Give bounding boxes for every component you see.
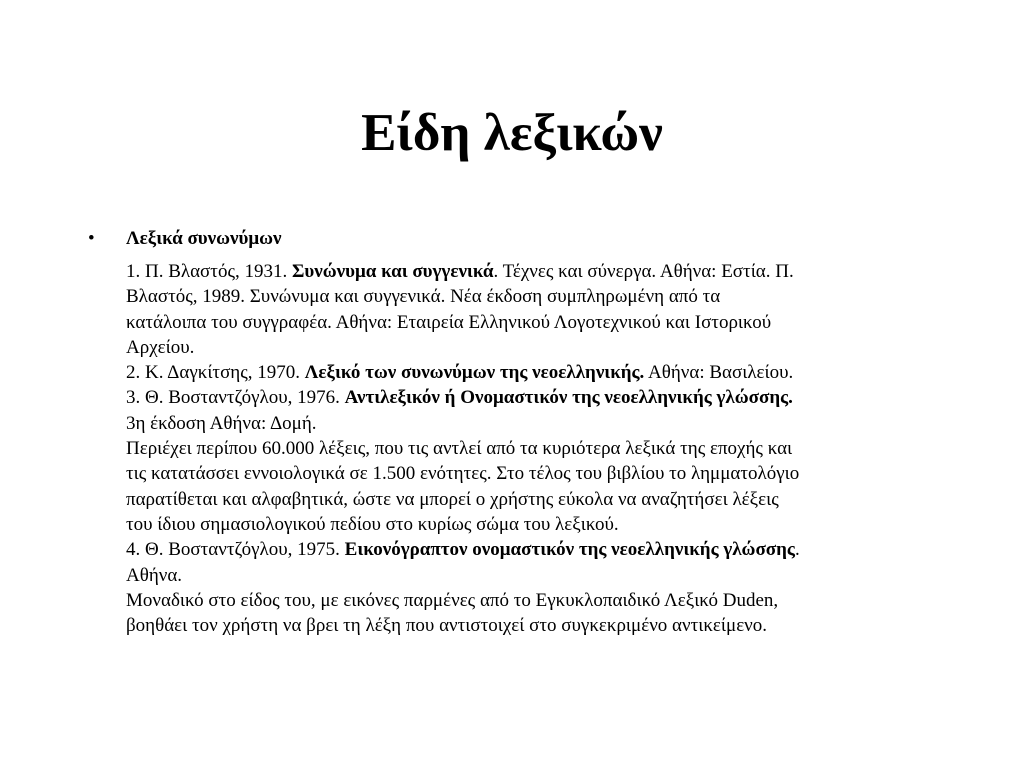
text-line — [126, 512, 946, 537]
text-segment: του ίδιου σημασιολογικού πεδίου στο κυρίως σώμα του λεξικού. — [126, 513, 619, 535]
bullet-marker: • — [88, 228, 95, 249]
text-line — [126, 537, 946, 562]
text-segment: 4. Θ. Βοσταντζόγλου, 1975. — [126, 539, 345, 561]
text-line — [126, 563, 946, 588]
text-line — [126, 487, 946, 512]
text-line — [126, 259, 946, 284]
body-text — [126, 259, 946, 638]
text-line — [126, 461, 946, 486]
bold-title-segment: Συνώνυμα και συγγενικά — [291, 261, 494, 282]
text-line — [126, 360, 946, 385]
text-line — [126, 613, 946, 638]
bold-title-segment: Εικονόγραπτον ονομαστικόν της νεοελληνικής γλώσσης — [344, 539, 795, 561]
text-line — [126, 284, 946, 309]
text-segment: . Τέχνες και σύνεργα. Αθήνα: Εστία. Π. — [493, 261, 794, 282]
text-segment: Αρχείου. — [126, 336, 195, 358]
text-segment: Αθήνα. — [126, 564, 183, 586]
text-segment: Μοναδικό στο είδος του, με εικόνες παρμένες από το Εγκυκλοπαιδικό Λεξικό Duden, — [126, 589, 779, 611]
text-line — [126, 436, 946, 461]
text-segment: κατάλοιπα του συγγραφέα. Αθήνα: Εταιρεία Ελληνικού Λογοτεχνικού και Ιστορικού — [126, 311, 772, 333]
text-line — [126, 310, 946, 335]
text-segment: 1. Π. Βλαστός, 1931. — [126, 261, 292, 282]
text-segment: . — [794, 539, 800, 561]
text-segment: 3. Θ. Βοσταντζόγλου, 1976. — [126, 387, 345, 409]
text-segment: παρατίθεται και αλφαβητικά, ώστε να μπορεί ο χρήστης εύκολα να αναζητήσει λέξεις — [126, 488, 779, 510]
text-segment: 2. Κ. Δαγκίτσης, 1970. — [126, 362, 305, 384]
text-line — [126, 411, 946, 436]
text-segment: Περιέχει περίπου 60.000 λέξεις, που τις αντλεί από τα κυριότερα λεξικά της εποχής και — [126, 438, 793, 460]
text-segment: βοηθάει τον χρήστη να βρει τη λέξη που αντιστοιχεί στο συγκεκριμένο αντικείμενο. — [126, 615, 768, 637]
bold-title-segment: Λεξικό των συνωνύμων της νεοελληνικής. — [304, 362, 645, 384]
slide-title: Είδη λεξικών — [361, 104, 663, 162]
text-line — [126, 385, 946, 410]
text-line — [126, 335, 946, 360]
text-line — [126, 588, 946, 613]
bullet-label: Λεξικά συνωνύμων — [126, 228, 282, 249]
text-segment: Αθήνα: Βασιλείου. — [644, 362, 794, 384]
text-segment: 3η έκδοση Αθήνα: Δομή. — [126, 412, 317, 434]
text-segment: τις κατατάσσει εννοιολογικά σε 1.500 ενότητες. Στο τέλος του βιβλίου το λημματολόγιο — [126, 463, 800, 485]
text-segment: Βλαστός, 1989. Συνώνυμα και συγγενικά. Νέα έκδοση συμπληρωμένη από τα — [126, 286, 721, 308]
bold-title-segment: Αντιλεξικόν ή Ονομαστικόν της νεοελληνικής γλώσσης. — [344, 387, 793, 409]
